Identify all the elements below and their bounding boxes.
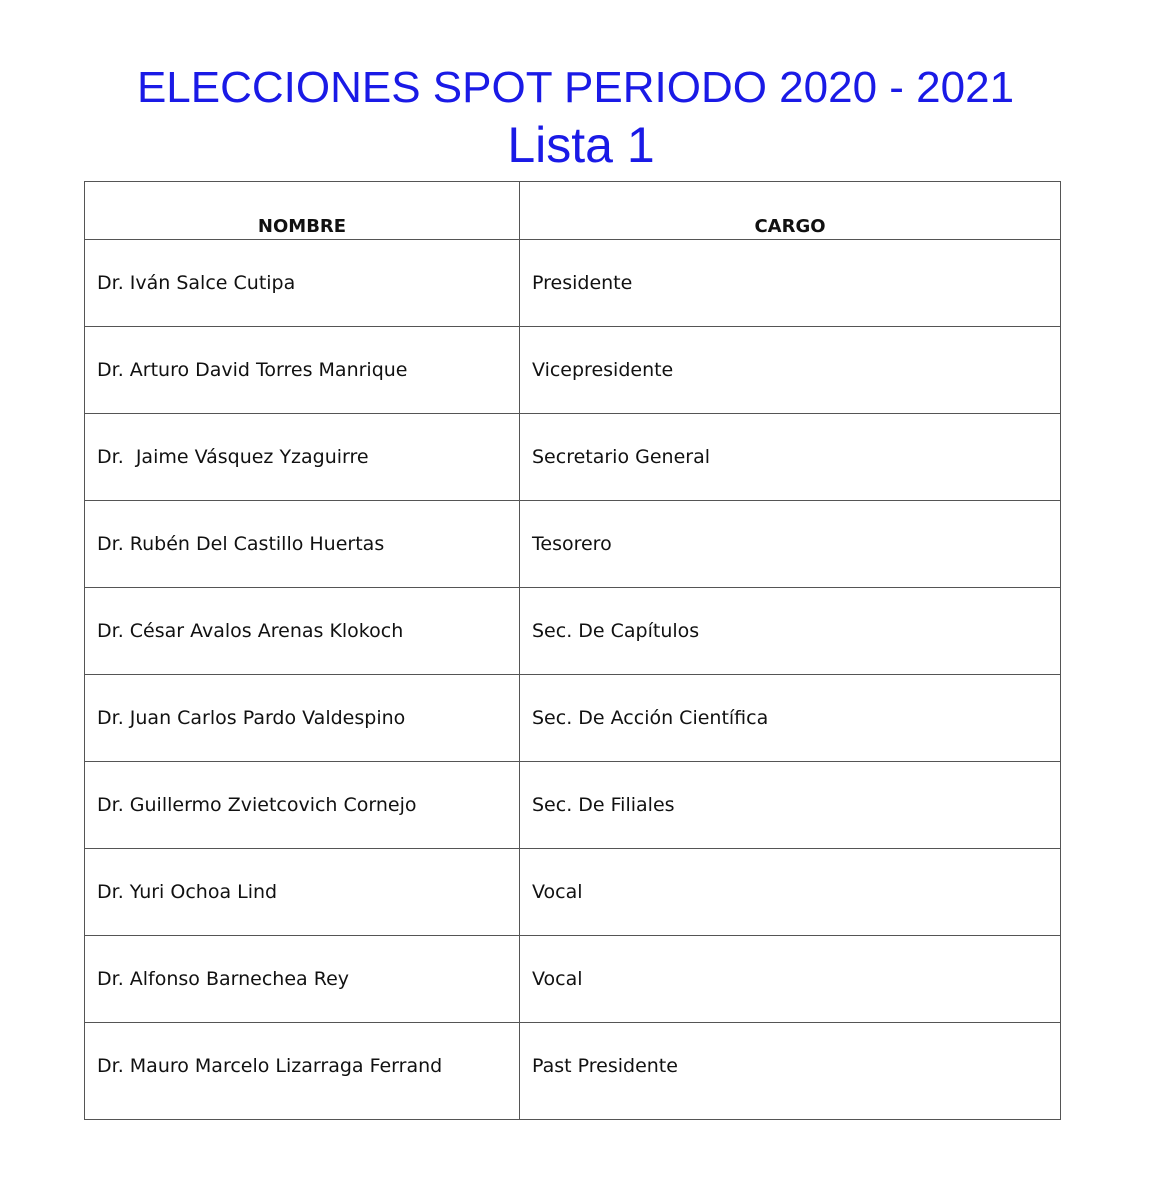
cell-role: Secretario General <box>520 414 1061 501</box>
table-row <box>85 501 1061 588</box>
cell-role: Past Presidente <box>520 1023 1061 1120</box>
table-header-row <box>85 182 1061 240</box>
cell-name: Dr. Yuri Ochoa Lind <box>85 849 520 936</box>
table-row <box>85 240 1061 327</box>
cell-role: Vicepresidente <box>520 327 1061 414</box>
header-name: NOMBRE <box>85 182 520 240</box>
cell-role: Vocal <box>520 936 1061 1023</box>
cell-role: Sec. De Capítulos <box>520 588 1061 675</box>
cell-name: Dr. César Avalos Arenas Klokoch <box>85 588 520 675</box>
cell-role: Vocal <box>520 849 1061 936</box>
cell-name: Dr. Arturo David Torres Manrique <box>85 327 520 414</box>
table-row <box>85 675 1061 762</box>
table-row <box>85 414 1061 501</box>
table-row <box>85 762 1061 849</box>
table-row <box>85 588 1061 675</box>
cell-role: Presidente <box>520 240 1061 327</box>
cell-name: Dr. Rubén Del Castillo Huertas <box>85 501 520 588</box>
cell-name: Dr. Juan Carlos Pardo Valdespino <box>85 675 520 762</box>
table-row <box>85 936 1061 1023</box>
page-title: ELECCIONES SPOT PERIODO 2020 - 2021 <box>136 63 1015 112</box>
cell-role: Tesorero <box>520 501 1061 588</box>
cell-name: Dr. Guillermo Zvietcovich Cornejo <box>85 762 520 849</box>
cell-role: Sec. De Acción Científica <box>520 675 1061 762</box>
cell-name: Dr. Iván Salce Cutipa <box>85 240 520 327</box>
cell-role: Sec. De Filiales <box>520 762 1061 849</box>
table-row <box>85 327 1061 414</box>
table-row <box>85 849 1061 936</box>
cell-name: Dr. Jaime Vásquez Yzaguirre <box>85 414 520 501</box>
cell-name: Dr. Mauro Marcelo Lizarraga Ferrand <box>85 1023 520 1120</box>
table-row <box>85 1023 1061 1120</box>
candidates-table <box>84 181 1061 1120</box>
list-subtitle: Lista 1 <box>507 117 655 173</box>
cell-name: Dr. Alfonso Barnechea Rey <box>85 936 520 1023</box>
header-role: CARGO <box>520 182 1061 240</box>
